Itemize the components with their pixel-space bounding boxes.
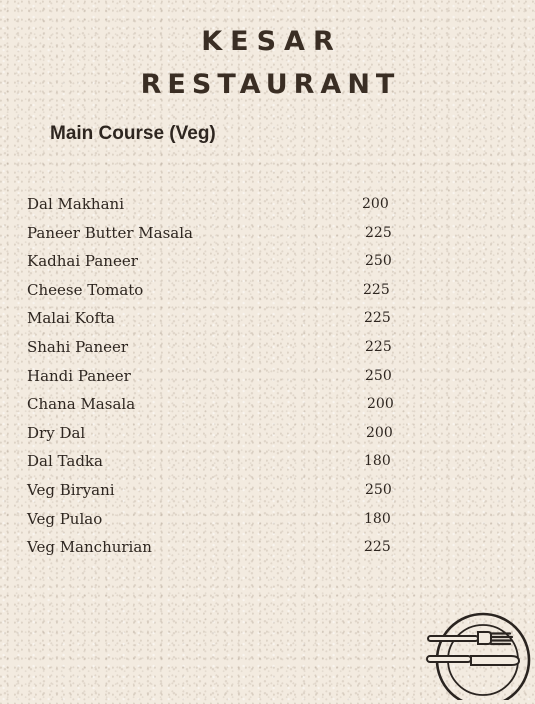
menu-item-price: 250: [365, 367, 392, 384]
menu-item: [27, 279, 407, 308]
menu-item: [27, 307, 407, 336]
menu-item: [27, 365, 407, 394]
section-heading: Main Course (Veg): [50, 123, 216, 144]
menu-item: [27, 422, 407, 451]
menu-item-price: 200: [362, 196, 389, 212]
menu-item-price: 200: [366, 424, 393, 441]
menu-item-name: Paneer Butter Masala: [27, 223, 193, 242]
menu-item-name: Chana Masala: [27, 395, 136, 414]
menu-item-price: 225: [365, 224, 392, 241]
restaurant-title-line-1: KESAR: [201, 26, 342, 57]
menu-item-name: Handi Paneer: [27, 366, 131, 385]
menu-item-price: 225: [365, 338, 392, 355]
plate-fork-knife-icon: [426, 608, 535, 700]
menu-item: [27, 222, 407, 251]
menu-item-price: 180: [364, 510, 391, 527]
menu-item-name: Dal Makhani: [27, 195, 124, 213]
menu-item: [27, 536, 407, 565]
menu-item-name: Shahi Paneer: [27, 337, 129, 356]
menu-item-name: Dry Dal: [27, 423, 86, 442]
menu-list: [27, 193, 407, 565]
menu-item-name: Veg Biryani: [27, 480, 115, 499]
menu-item: [27, 393, 407, 422]
menu-item-price: 225: [364, 310, 391, 327]
menu-item-name: Veg Pulao: [27, 509, 103, 528]
menu-item-name: Cheese Tomato: [27, 280, 144, 299]
menu-item-name: Kadhai Paneer: [27, 252, 138, 271]
menu-item-price: 200: [367, 396, 394, 413]
menu-item-price: 250: [365, 481, 392, 498]
menu-item-price: 180: [364, 453, 391, 470]
menu-item: [27, 193, 407, 222]
menu-item: [27, 336, 407, 365]
menu-item-name: Dal Tadka: [27, 452, 103, 471]
menu-item-price: 225: [364, 539, 391, 556]
menu-item: [27, 250, 407, 279]
menu-item: [27, 508, 407, 537]
menu-item: [27, 479, 407, 508]
menu-item: [27, 450, 407, 479]
menu-item-price: 250: [365, 253, 392, 270]
menu-item-price: 225: [363, 281, 390, 298]
menu-item-name: Malai Kofta: [27, 309, 115, 328]
menu-item-name: Veg Manchurian: [27, 538, 152, 557]
restaurant-title-line-2: RESTAURANT: [140, 69, 401, 100]
